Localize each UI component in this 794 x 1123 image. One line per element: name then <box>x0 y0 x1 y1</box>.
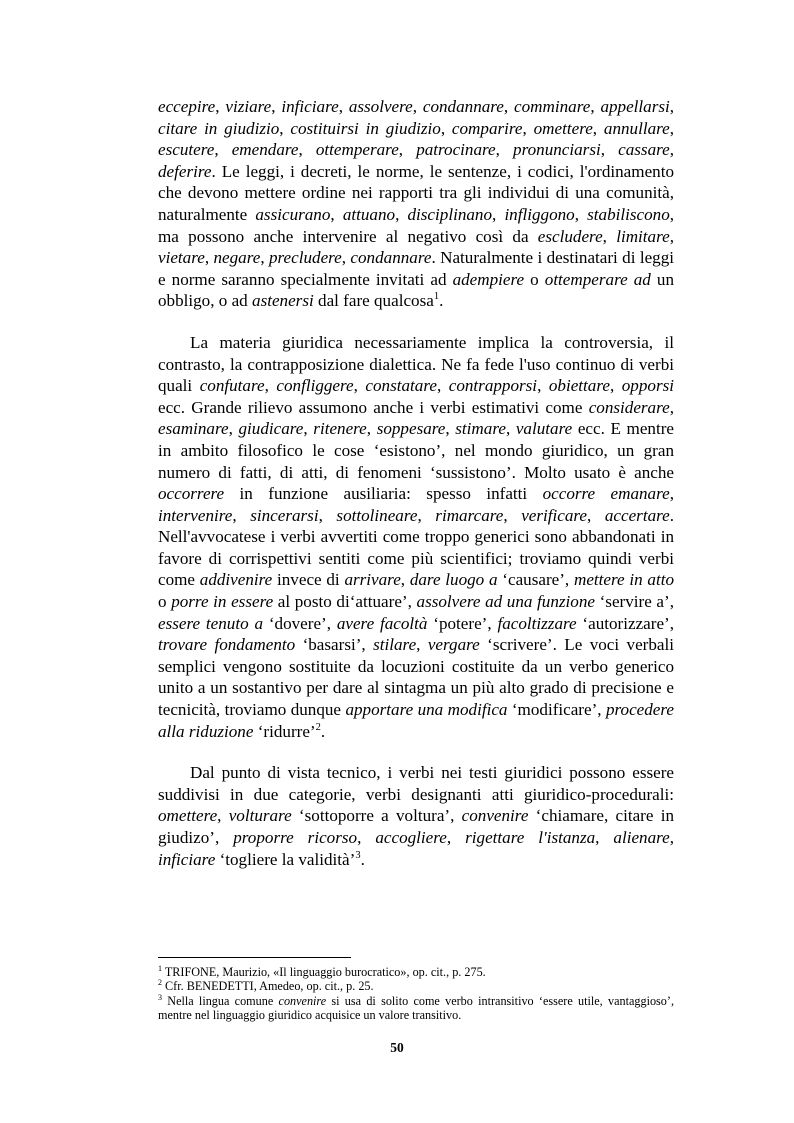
text-run: ecc. Grande rilievo assumono anche i verbi estimativi come <box>158 397 589 417</box>
text-run: , <box>303 419 314 439</box>
italic-term: sincerarsi <box>250 505 319 525</box>
italic-term: attuano <box>342 204 396 224</box>
italic-term: condannare <box>350 248 432 268</box>
text-run: , <box>537 376 549 396</box>
italic-term: procedere alla riduzione <box>158 700 674 741</box>
text-run: , <box>669 484 674 504</box>
text-run: dal fare qualcosa <box>313 291 434 311</box>
text-run: si usa di solito come verbo intransitivo ‘essere utile, vantaggioso’, mentre nel linguaggio giuridico acquisice un valore transitivo. <box>158 993 674 1022</box>
text-run: , <box>215 97 226 116</box>
italic-term: obiettare <box>548 376 610 396</box>
italic-term: omettere <box>158 806 218 826</box>
text-run: , <box>445 419 456 439</box>
italic-term: occorrere <box>158 484 225 504</box>
italic-term: limitare <box>616 226 670 246</box>
text-run: , <box>436 376 449 396</box>
text-run: , <box>669 397 674 417</box>
text-run: ‘sottoporre a voltura’, <box>291 806 462 826</box>
text-run: ‘basarsi’, <box>295 635 374 655</box>
text-run: Nella lingua comune <box>162 993 279 1008</box>
text-run: ‘causare’, <box>497 570 574 590</box>
italic-term: valutare <box>515 419 573 439</box>
text-run: , <box>592 118 604 138</box>
text-run: , <box>669 118 675 138</box>
italic-term: ottemperare <box>315 140 399 160</box>
text-run: , <box>600 140 619 160</box>
text-run: , <box>412 97 423 116</box>
body-text <box>158 96 674 870</box>
text-run: . <box>439 291 444 311</box>
italic-term: astenersi <box>252 291 314 311</box>
text-run: . Naturalmente i destinatari di leggi e norme saranno specialmente invitati ad <box>158 248 675 289</box>
footnote-ref: 2 <box>315 721 321 733</box>
text-run: , <box>522 118 534 138</box>
text-run: , <box>503 97 515 116</box>
text-run: , <box>398 140 417 160</box>
text-run: , <box>587 505 605 525</box>
italic-term: mettere in atto <box>573 570 674 590</box>
text-run: Cfr. BENEDETTI, Amedeo, op. cit., p. 25. <box>162 979 374 994</box>
italic-term: dare luogo a <box>409 570 498 590</box>
italic-term: escludere <box>537 226 603 246</box>
italic-term: pronunciarsi <box>513 140 601 160</box>
italic-term: costituirsi in giudizio <box>290 118 441 138</box>
italic-term: vietare <box>158 248 205 268</box>
italic-term: comparire <box>451 118 523 138</box>
italic-term: inficiare <box>281 97 339 116</box>
text-run: , <box>395 204 408 224</box>
text-run: , <box>440 118 452 138</box>
footnote-ref: 1 <box>158 964 162 973</box>
text-run: , <box>609 376 622 396</box>
italic-term: cassare <box>618 140 670 160</box>
text-run: , <box>503 505 522 525</box>
text-run: , <box>228 419 239 439</box>
italic-term: addivenire <box>199 570 273 590</box>
text-run: , <box>353 376 366 396</box>
italic-term: giudicare <box>238 419 304 439</box>
text-run: , <box>318 505 337 525</box>
italic-term: apportare una modifica <box>345 700 508 720</box>
text-run: , <box>357 828 376 847</box>
text-run: . Le leggi, i decreti, le norme, le sentenze, i codici, l'ordinamento che devono mettere ordine nei rapporti tra gli individui di una comunità, naturalmente <box>158 161 674 224</box>
text-run: La materia giuridica necessariamente implica la controversia, il contrasto, la contrapposizione dialettica. Ne fa fede l'uso continuo di verbi quali <box>158 332 674 396</box>
footnote-ref: 1 <box>433 291 440 303</box>
text-run: , <box>271 97 282 116</box>
italic-term: escutere <box>158 140 215 160</box>
text-run: , <box>669 828 675 847</box>
italic-term: alienare <box>613 828 670 847</box>
footnote-3 <box>158 994 674 1023</box>
text-run: , <box>279 118 291 138</box>
text-run: TRIFONE, Maurizio, «Il linguaggio burocratico», op. cit., p. 275. <box>162 965 486 979</box>
text-run: o <box>158 592 172 612</box>
italic-term: verificare <box>521 505 588 525</box>
text-run: , <box>446 828 466 847</box>
italic-term: precludere <box>268 248 342 268</box>
text-run: , <box>330 204 343 224</box>
text-run: ‘modificare’, <box>507 700 606 720</box>
footnotes <box>158 965 674 1022</box>
text-run: ‘potere’, <box>427 613 498 633</box>
italic-term: accogliere <box>375 828 447 847</box>
text-run: ‘servire a’, <box>594 592 674 612</box>
italic-term: citare in giudizio <box>158 118 280 138</box>
italic-term: assolvere ad una funzione <box>416 592 595 612</box>
italic-term: confutare <box>199 376 265 396</box>
text-run: ‘togliere la validità’ <box>215 849 356 869</box>
italic-term: facoltizzare <box>497 613 577 633</box>
italic-term: essere tenuto a <box>158 613 264 633</box>
text-run: , <box>669 226 674 246</box>
text-run: , <box>214 140 232 160</box>
paragraph-3 <box>158 762 674 870</box>
italic-term: contrapporsi <box>448 376 538 396</box>
italic-term: vergare <box>427 635 480 655</box>
text-run: , <box>417 505 436 525</box>
italic-term: rimarcare <box>435 505 504 525</box>
italic-term: accertare <box>604 505 670 525</box>
italic-term: stabiliscono <box>587 204 670 224</box>
text-run: un obbligo, o ad <box>158 269 674 311</box>
italic-term: soppesare <box>376 419 446 439</box>
text-run: al posto di‘attuare’, <box>273 592 417 612</box>
italic-term: convenire <box>461 806 529 826</box>
text-run: . <box>360 849 365 869</box>
italic-term: arrivare <box>344 570 401 590</box>
text-run: . Nell'avvocatese i verbi avvertiti come troppo generici sono abbandonati in favore di corrispettivi sentiti come più scientifici; troviamo quindi verbi come <box>158 505 675 590</box>
italic-term: omettere <box>533 118 593 138</box>
text-run: ‘autorizzare’, <box>576 613 675 633</box>
text-run: o <box>524 269 545 289</box>
italic-term: avere facoltà <box>336 613 428 633</box>
footnote-ref: 2 <box>158 978 162 988</box>
italic-term: opporsi <box>621 376 674 396</box>
text-run: , <box>400 570 410 590</box>
italic-term: deferire <box>158 161 212 181</box>
text-run: . <box>320 721 326 741</box>
text-run: , <box>264 376 277 396</box>
text-run: , <box>574 204 588 224</box>
italic-term: rigettare l'istanza <box>465 828 596 847</box>
italic-term: appellarsi <box>600 97 670 116</box>
text-run: , <box>669 97 675 116</box>
italic-term: patrocinare <box>416 140 496 160</box>
footnote-2 <box>158 979 674 993</box>
text-run: , <box>505 419 516 439</box>
text-run: ‘scrivere’. Le voci verbali semplici vengono sostituite da locuzioni costituite da un verbo generico unito a un sostantivo per dare al sintagma un più alto grado di precisione e tecnicità, troviamo dunque <box>158 635 674 720</box>
italic-term: trovare fondamento <box>158 635 296 655</box>
text-run: , <box>669 140 674 160</box>
text-run: , <box>492 204 505 224</box>
paragraph-1 <box>158 96 674 312</box>
text-run: Dal punto di vista tecnico, i verbi nei testi giuridici possono essere suddivisi in due categorie, verbi designanti atti giuridico-procedurali: <box>158 763 674 804</box>
footnote-ref: 3 <box>158 992 162 1002</box>
text-run: , <box>595 828 614 847</box>
page-number: 50 <box>390 1040 404 1055</box>
text-run: , <box>341 248 351 268</box>
text-run: , <box>495 140 514 160</box>
italic-term: inficiare <box>158 849 216 869</box>
italic-term: emendare <box>231 140 299 160</box>
italic-term: proporre ricorso <box>233 828 358 847</box>
italic-term: ottemperare ad <box>544 269 651 289</box>
italic-term: volturare <box>228 806 292 826</box>
italic-term: sottolineare <box>336 505 418 525</box>
text-run: , <box>590 97 601 116</box>
paragraph-2 <box>158 332 674 742</box>
italic-term: esaminare <box>158 419 229 439</box>
italic-term: confliggere <box>276 376 354 396</box>
italic-term: convenire <box>278 993 327 1008</box>
footnote-ref: 3 <box>355 849 361 861</box>
text-run: , <box>416 635 428 655</box>
italic-term: infliggono <box>504 204 575 224</box>
text-run: invece di <box>272 570 345 590</box>
italic-term: stimare <box>455 419 506 439</box>
italic-term: considerare <box>588 397 670 417</box>
footnote-separator <box>158 957 351 958</box>
text-run: , <box>260 248 269 268</box>
text-run: , <box>338 97 349 116</box>
italic-term: eccepire <box>158 97 216 116</box>
italic-term: adempiere <box>452 269 525 289</box>
italic-term: disciplinano <box>407 204 493 224</box>
text-run: ‘dovere’, <box>263 613 337 633</box>
text-run: , <box>232 505 251 525</box>
italic-term: negare <box>213 248 261 268</box>
text-run: , <box>217 806 229 826</box>
text-run: in funzione ausiliaria: spesso infatti <box>224 484 543 504</box>
italic-term: annullare <box>603 118 670 138</box>
text-run: , ma possono anche intervenire al negativo così da <box>158 204 675 246</box>
italic-term: assolvere <box>348 97 413 116</box>
italic-term: intervenire <box>158 505 233 525</box>
italic-term: assicurano <box>255 204 331 224</box>
text-run: ecc. E mentre in ambito filosofico le cose ‘esistono’, nel mondo giuridico, un gran numero di fatti, di atti, di fenomeni ‘sussistono’. Molto usato è anche <box>158 419 675 482</box>
italic-term: comminare <box>514 97 591 116</box>
italic-term: occorre emanare <box>542 484 670 504</box>
text-run: ‘chiamare, citare in giudizo’, <box>158 806 675 847</box>
italic-term: porre in essere <box>171 592 274 612</box>
text-run: , <box>298 140 316 160</box>
italic-term: viziare <box>225 97 272 116</box>
italic-term: stilare <box>373 635 417 655</box>
footnote-1 <box>158 965 674 979</box>
text-run: , <box>204 248 214 268</box>
italic-term: constatare <box>365 376 437 396</box>
text-run: ‘ridurre’ <box>253 721 316 741</box>
italic-term: condannare <box>422 97 504 116</box>
text-run: , <box>602 226 617 246</box>
text-run: , <box>366 419 377 439</box>
italic-term: ritenere <box>313 419 367 439</box>
